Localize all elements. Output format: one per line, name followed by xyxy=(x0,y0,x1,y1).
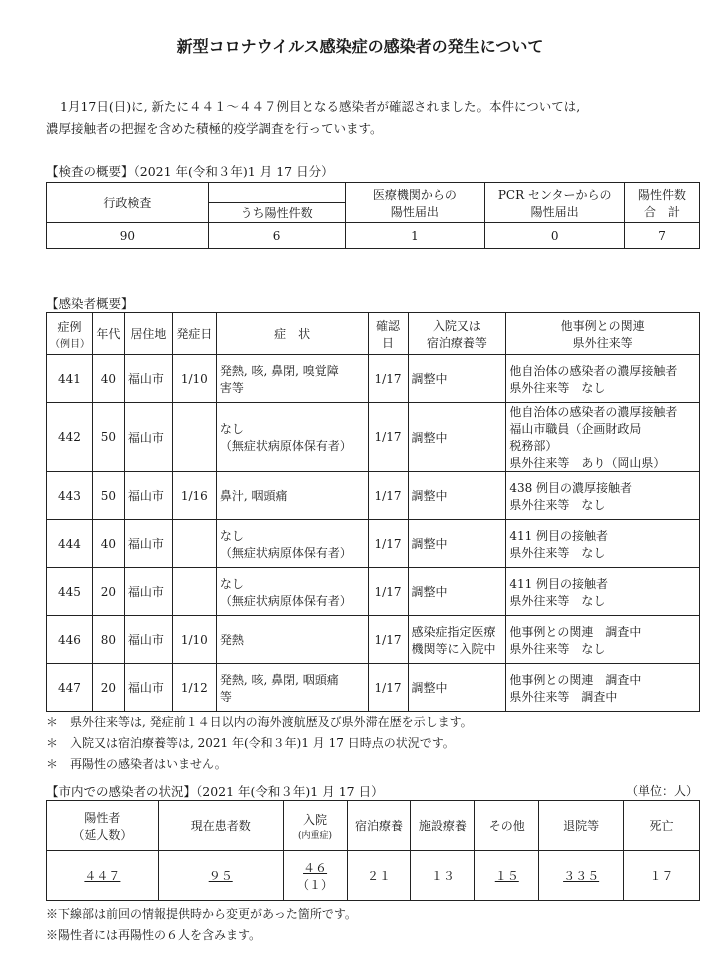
cell-case: 446 xyxy=(47,616,93,664)
cell-onset xyxy=(172,403,216,472)
cell-symptoms-line: 発熱, 咳, 鼻閉, 嗅覚障 xyxy=(219,363,339,378)
city-value-hosp-severe: （１） xyxy=(297,877,334,892)
cell-relation-line: 県外往来等 なし xyxy=(509,641,606,656)
cell-case: 445 xyxy=(47,568,93,616)
cell-hosp-line: 調整中 xyxy=(411,430,448,445)
city-header-hosp xyxy=(283,801,347,851)
cell-symptoms-line: （無症状病原体保有者） xyxy=(219,439,352,453)
city-value-lodging: ２１ xyxy=(347,851,411,901)
value-admin-positive: 6 xyxy=(208,223,345,249)
city-value-current xyxy=(158,851,283,901)
cases-heading: 【感染者概要】 xyxy=(46,296,134,311)
col-relation-line1: 他事例との関連 xyxy=(560,318,645,333)
table-row xyxy=(47,616,700,664)
intro-line-2: 濃厚接触者の把握を含めた積極的疫学調査を行っています。 xyxy=(46,121,383,136)
cell-onset: 1/10 xyxy=(172,616,216,664)
cell-hosp xyxy=(408,568,506,616)
cell-symptoms-line: なし xyxy=(219,422,244,436)
cell-residence: 福山市 xyxy=(124,568,172,616)
cell-onset: 1/16 xyxy=(172,472,216,520)
cell-hosp xyxy=(408,403,506,472)
city-header-hosp-line2: (内重症) xyxy=(298,830,333,841)
cell-relation xyxy=(506,664,700,712)
city-status-table xyxy=(46,800,700,901)
cell-symptoms xyxy=(216,472,368,520)
note-2: ＊ 入院又は宿泊療養等は, 2021 年(令和３年)1 月 17 日時点の状況です。 xyxy=(46,736,455,750)
cell-case: 447 xyxy=(47,664,93,712)
city-header-positive-line1: 陽性者 xyxy=(84,810,121,825)
note-3: ＊ 再陽性の感染者はいません。 xyxy=(46,757,227,771)
cell-hosp-line: 感染症指定医療 xyxy=(411,624,496,639)
cell-relation-line: 他自治体の感染者の濃厚接触者 xyxy=(509,363,678,378)
col-case-line1: 症例 xyxy=(57,319,82,334)
value-admin: 90 xyxy=(47,223,209,249)
cell-symptoms-line: （無症状病原体保有者） xyxy=(219,593,352,608)
page-title: 新型コロナウイルス感染症の感染者の発生について xyxy=(176,37,544,56)
test-summary-heading: 【検査の概要】（2021 年(令和３年)1 月 17 日分） xyxy=(46,164,334,179)
cell-relation-line: 県外往来等 なし xyxy=(509,593,606,608)
cell-symptoms-line: 害等 xyxy=(219,380,244,395)
header-medical-line2: 陽性届出 xyxy=(390,204,439,219)
cell-symptoms-line: 鼻汁, 咽頭痛 xyxy=(219,489,288,503)
city-header-current: 現在患者数 xyxy=(158,801,283,851)
cell-hosp-line: 調整中 xyxy=(411,537,448,551)
col-hosp xyxy=(408,313,506,355)
value-medical: 1 xyxy=(345,223,485,249)
col-confirmed: 確認日 xyxy=(368,313,408,355)
cell-age: 20 xyxy=(92,568,124,616)
cell-residence: 福山市 xyxy=(124,616,172,664)
cell-hosp xyxy=(408,664,506,712)
cell-symptoms xyxy=(216,568,368,616)
table-row xyxy=(47,355,700,403)
header-medical xyxy=(345,183,485,223)
table-row xyxy=(47,520,700,568)
test-summary-table xyxy=(46,182,700,249)
cell-symptoms-line: 発熱 xyxy=(219,633,244,647)
cell-confirmed: 1/17 xyxy=(368,616,408,664)
table-row xyxy=(47,403,700,472)
notes-block xyxy=(46,712,473,775)
city-header-positive xyxy=(47,801,159,851)
cell-symptoms xyxy=(216,403,368,472)
city-header-lodging: 宿泊療養 xyxy=(347,801,411,851)
col-case-line2: （例目） xyxy=(50,338,90,350)
cell-hosp-line: 調整中 xyxy=(411,372,448,386)
cell-relation xyxy=(506,520,700,568)
cell-relation-line: 県外往来等 なし xyxy=(509,497,606,512)
city-value-death: １７ xyxy=(624,851,700,901)
col-symptoms: 症 状 xyxy=(216,313,368,355)
col-onset: 発症日 xyxy=(172,313,216,355)
cell-hosp-line: 機関等に入院中 xyxy=(411,641,496,656)
cell-relation xyxy=(506,472,700,520)
cell-age: 80 xyxy=(92,616,124,664)
header-medical-line1: 医療機関からの xyxy=(372,187,457,202)
col-hosp-line1: 入院又は xyxy=(432,318,481,333)
cell-case: 442 xyxy=(47,403,93,472)
city-header-facility: 施設療養 xyxy=(411,801,475,851)
header-admin-positive: うち陽性件数 xyxy=(208,203,345,223)
col-relation-line2: 県外往来等 xyxy=(572,335,633,350)
cell-relation-line: 県外往来等 なし xyxy=(509,545,606,560)
header-total-line1: 陽性件数 xyxy=(638,187,687,202)
cell-relation-line: 県外往来等 調査中 xyxy=(509,689,618,704)
cell-hosp-line: 調整中 xyxy=(411,681,448,695)
header-admin: 行政検査 xyxy=(47,183,209,223)
header-total xyxy=(625,183,700,223)
header-pcr-line2: 陽性届出 xyxy=(530,204,579,219)
cell-age: 50 xyxy=(92,472,124,520)
cell-confirmed: 1/17 xyxy=(368,520,408,568)
cell-hosp xyxy=(408,472,506,520)
cell-symptoms xyxy=(216,520,368,568)
value-pcr: 0 xyxy=(485,223,625,249)
header-total-line2: 合 計 xyxy=(644,204,681,219)
cell-hosp xyxy=(408,520,506,568)
cell-hosp xyxy=(408,616,506,664)
col-hosp-line2: 宿泊療養等 xyxy=(426,335,487,350)
cases-table xyxy=(46,312,700,712)
cell-onset xyxy=(172,520,216,568)
cell-case: 443 xyxy=(47,472,93,520)
cell-residence: 福山市 xyxy=(124,520,172,568)
cell-age: 40 xyxy=(92,520,124,568)
header-pcr xyxy=(485,183,625,223)
cell-age: 40 xyxy=(92,355,124,403)
cell-relation-line: 税務部） xyxy=(509,439,558,453)
cell-symptoms xyxy=(216,664,368,712)
cell-symptoms xyxy=(216,355,368,403)
cell-relation xyxy=(506,568,700,616)
city-value-hosp-text: ４６ xyxy=(303,860,328,875)
cell-age: 20 xyxy=(92,664,124,712)
col-residence: 居住地 xyxy=(124,313,172,355)
footnote-2: ※陽性者には再陽性の６人を含みます。 xyxy=(46,928,262,942)
cell-relation-line: 438 例目の濃厚接触者 xyxy=(509,480,633,495)
table-row xyxy=(47,664,700,712)
table-row xyxy=(47,568,700,616)
cell-relation-line: 411 例目の接触者 xyxy=(509,528,609,543)
cell-hosp-line: 調整中 xyxy=(411,585,448,599)
cell-symptoms-line: （無症状病原体保有者） xyxy=(219,545,352,560)
cell-confirmed: 1/17 xyxy=(368,568,408,616)
cell-relation xyxy=(506,403,700,472)
city-value-other-text: １５ xyxy=(494,869,519,883)
cell-confirmed: 1/17 xyxy=(368,664,408,712)
intro-line-1: 1月17日(日)に, 新たに４４１～４４７例目となる感染者が確認されました。本件については, xyxy=(60,99,581,114)
cell-onset: 1/10 xyxy=(172,355,216,403)
cell-symptoms-line: 発熱, 咳, 鼻閉, 咽頭痛 xyxy=(219,672,339,687)
city-value-hosp xyxy=(283,851,347,901)
city-header-death: 死亡 xyxy=(624,801,700,851)
cell-symptoms xyxy=(216,616,368,664)
cell-onset: 1/12 xyxy=(172,664,216,712)
cell-residence: 福山市 xyxy=(124,472,172,520)
city-header-discharged: 退院等 xyxy=(539,801,624,851)
cell-confirmed: 1/17 xyxy=(368,472,408,520)
intro-paragraph xyxy=(46,96,686,140)
cell-onset xyxy=(172,568,216,616)
table-row xyxy=(47,472,700,520)
cell-relation-line: 他自治体の感染者の濃厚接触者 福山市職員（企画財政局 xyxy=(509,405,690,436)
city-header-hosp-line1: 入院 xyxy=(303,812,328,827)
footnotes-block xyxy=(46,904,357,946)
cell-hosp xyxy=(408,355,506,403)
city-value-other xyxy=(475,851,539,901)
cell-age: 50 xyxy=(92,403,124,472)
cell-case: 441 xyxy=(47,355,93,403)
col-age: 年代 xyxy=(92,313,124,355)
cell-symptoms-line: 等 xyxy=(219,689,232,704)
cell-confirmed: 1/17 xyxy=(368,355,408,403)
cell-relation-line: 他事例との関連 調査中 xyxy=(509,672,642,687)
note-1: ＊ 県外往来等は, 発症前１４日以内の海外渡航歴及び県外滞在歴を示します。 xyxy=(46,715,473,729)
cell-residence: 福山市 xyxy=(124,355,172,403)
cell-relation-line: 県外往来等 なし xyxy=(509,380,606,395)
footnote-1: ※下線部は前回の情報提供時から変更があった箇所です。 xyxy=(46,907,357,921)
city-value-discharged-text: ３３５ xyxy=(563,869,600,883)
value-total: 7 xyxy=(625,223,700,249)
cell-relation-line: 他事例との関連 調査中 xyxy=(509,624,642,639)
header-blank xyxy=(208,183,345,203)
cell-residence: 福山市 xyxy=(124,664,172,712)
city-header-positive-line2: （延人数） xyxy=(72,827,133,842)
city-value-facility: １３ xyxy=(411,851,475,901)
cell-relation xyxy=(506,616,700,664)
city-value-positive-text: ４４７ xyxy=(84,869,121,883)
cell-residence: 福山市 xyxy=(124,403,172,472)
case-rows xyxy=(47,355,700,712)
cell-relation-line: 県外往来等 あり（岡山県） xyxy=(509,456,666,470)
cell-case: 444 xyxy=(47,520,93,568)
cell-relation xyxy=(506,355,700,403)
col-case xyxy=(47,313,93,355)
city-header-other: その他 xyxy=(475,801,539,851)
cell-confirmed: 1/17 xyxy=(368,403,408,472)
city-value-discharged xyxy=(539,851,624,901)
cell-symptoms-line: なし xyxy=(219,576,244,591)
cell-symptoms-line: なし xyxy=(219,528,244,543)
col-relation xyxy=(506,313,700,355)
city-status-heading: 【市内での感染者の状況】（2021 年(令和３年)1 月 17 日） xyxy=(46,784,384,799)
header-pcr-line1: PCR センターからの xyxy=(497,187,612,202)
unit-label: （単位：人） xyxy=(625,784,698,798)
cell-relation-line: 411 例目の接触者 xyxy=(509,576,609,591)
cell-hosp-line: 調整中 xyxy=(411,489,448,503)
city-value-positive xyxy=(47,851,159,901)
city-value-current-text: ９５ xyxy=(208,869,233,883)
